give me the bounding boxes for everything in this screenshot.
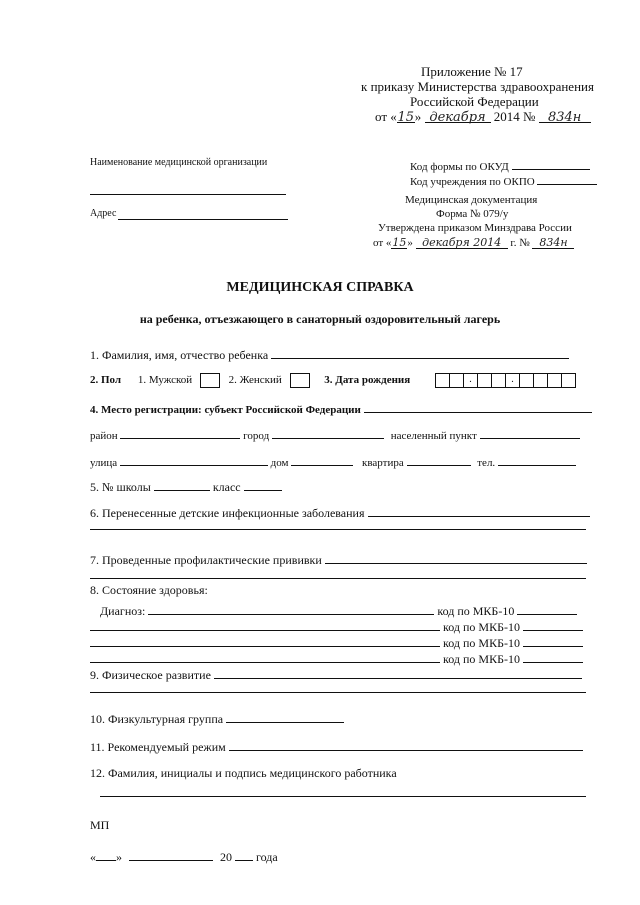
address-row-2 bbox=[90, 453, 576, 469]
address-label: Адрес bbox=[90, 208, 117, 219]
order-ministry-line: к приказу Министерства здравоохранения bbox=[361, 79, 594, 94]
footer-year-prefix: 20 bbox=[220, 850, 232, 864]
diagnosis-field-1[interactable] bbox=[148, 602, 434, 615]
approved-prefix: от « bbox=[373, 237, 392, 249]
diagnosis-field-4[interactable] bbox=[90, 650, 440, 663]
gender-label: 2. Пол bbox=[90, 374, 122, 387]
physical-dev-line-2[interactable] bbox=[90, 691, 586, 693]
diagnosis-row-3 bbox=[90, 634, 583, 651]
vaccinations-label: 7. Проведенные профилактические прививки bbox=[90, 553, 322, 567]
settlement-field[interactable] bbox=[480, 426, 580, 439]
regime-label: 11. Рекомендуемый режим bbox=[90, 740, 226, 754]
approved-day: 15 bbox=[392, 236, 407, 249]
birthdate-boxes[interactable] bbox=[435, 373, 576, 388]
address-line[interactable] bbox=[118, 218, 288, 220]
field-6-row bbox=[90, 504, 590, 521]
pe-group-field[interactable] bbox=[226, 710, 344, 723]
diagnosis-label: Диагноз: bbox=[100, 604, 146, 618]
apartment-label: квартира bbox=[362, 457, 404, 469]
org-name-label: Наименование медицинской организации bbox=[90, 157, 268, 168]
school-label: 5. № школы bbox=[90, 480, 151, 494]
field-1-row bbox=[90, 346, 569, 363]
health-status-label: 8. Состояние здоровья: bbox=[90, 583, 208, 597]
document-subtitle: на ребенка, отъезжающего в санаторный оздоровительный лагерь bbox=[139, 312, 501, 326]
order-date-day: 15 bbox=[397, 110, 415, 125]
order-date-prefix: от « bbox=[375, 109, 397, 124]
field-12-label: 12. Фамилия, инициалы и подпись медицинского работника bbox=[90, 766, 397, 780]
icd-label-2: код по МКБ-10 bbox=[443, 620, 520, 634]
approved-mid: » bbox=[407, 237, 413, 249]
grade-field[interactable] bbox=[244, 478, 282, 491]
street-field[interactable] bbox=[120, 453, 268, 466]
city-label: город bbox=[243, 430, 270, 442]
city-field[interactable] bbox=[272, 426, 384, 439]
street-label: улица bbox=[90, 457, 118, 469]
signature-line[interactable] bbox=[100, 795, 586, 797]
infections-line-2[interactable] bbox=[90, 528, 586, 530]
vaccinations-field[interactable] bbox=[325, 551, 587, 564]
infections-label: 6. Перенесенные детские инфекционные заболевания bbox=[90, 506, 365, 520]
diagnosis-row-1 bbox=[100, 602, 577, 619]
footer-date-row bbox=[90, 848, 278, 865]
document-title: МЕДИЦИНСКАЯ СПРАВКА bbox=[226, 280, 414, 295]
physical-dev-field[interactable] bbox=[214, 666, 582, 679]
apartment-field[interactable] bbox=[407, 453, 471, 466]
icd-field-2[interactable] bbox=[523, 618, 583, 631]
grade-label: класс bbox=[212, 480, 241, 494]
address-row-1 bbox=[90, 426, 580, 442]
birthdate-cell[interactable] bbox=[520, 374, 534, 387]
approved-month: декабря 2014 bbox=[416, 236, 508, 249]
icd-label-3: код по МКБ-10 bbox=[443, 636, 520, 650]
okpo-label-text: Код учреждения по ОКПО bbox=[410, 176, 535, 188]
vaccinations-line-2[interactable] bbox=[90, 577, 586, 579]
birthdate-cell[interactable] bbox=[436, 374, 450, 387]
region-field[interactable] bbox=[364, 400, 592, 413]
order-date-line bbox=[375, 109, 591, 125]
infections-field[interactable] bbox=[368, 504, 590, 517]
order-number: 834н bbox=[539, 110, 591, 123]
order-date-year: 2014 № bbox=[493, 109, 536, 124]
date-quote-close: » bbox=[116, 850, 122, 864]
footer-month-field[interactable] bbox=[129, 848, 213, 861]
pe-group-label: 10. Физкультурная группа bbox=[90, 712, 224, 726]
footer-year-field[interactable] bbox=[235, 848, 253, 861]
approved-number: 834н bbox=[532, 236, 574, 249]
icd-field-4[interactable] bbox=[523, 650, 583, 663]
phone-field[interactable] bbox=[498, 453, 576, 466]
diagnosis-row-2 bbox=[90, 618, 583, 635]
field-10-row bbox=[90, 710, 344, 727]
birthdate-separator: . bbox=[464, 374, 478, 387]
footer-day-field[interactable] bbox=[96, 848, 116, 861]
field-4-row bbox=[90, 400, 592, 416]
house-field[interactable] bbox=[291, 453, 353, 466]
birthdate-cell[interactable] bbox=[548, 374, 562, 387]
approved-g: г. № bbox=[510, 237, 530, 249]
okpo-field[interactable] bbox=[537, 172, 597, 185]
footer-year-suffix: года bbox=[256, 850, 278, 864]
okpo-label bbox=[410, 172, 597, 188]
gender-male-label: 1. Мужской bbox=[137, 374, 193, 387]
gender-female-checkbox[interactable] bbox=[290, 373, 310, 388]
icd-label-1: код по МКБ-10 bbox=[437, 604, 515, 618]
regime-field[interactable] bbox=[229, 738, 583, 751]
district-label: район bbox=[90, 430, 118, 442]
icd-field-1[interactable] bbox=[517, 602, 577, 615]
birthdate-cell[interactable] bbox=[562, 374, 575, 387]
field-7-row bbox=[90, 551, 587, 568]
appendix-number: Приложение № 17 bbox=[421, 64, 523, 79]
icd-label-4: код по МКБ-10 bbox=[443, 652, 520, 666]
registration-label: 4. Место регистрации: субъект Российской Федерации bbox=[90, 404, 361, 416]
physical-dev-label: 9. Физическое развитие bbox=[90, 668, 211, 682]
date-quote-open: « bbox=[90, 850, 96, 864]
field-2-row bbox=[90, 373, 576, 388]
med-documentation: Медицинская документация bbox=[405, 194, 538, 206]
settlement-label: населенный пункт bbox=[390, 430, 477, 442]
birthdate-separator: . bbox=[506, 374, 520, 387]
order-date-month: декабря bbox=[425, 110, 491, 123]
stamp-place: МП bbox=[90, 818, 110, 832]
birthdate-cell[interactable] bbox=[478, 374, 492, 387]
field-5-row bbox=[90, 478, 282, 495]
house-label: дом bbox=[270, 457, 289, 469]
form-number: Форма № 079/у bbox=[436, 208, 509, 220]
approved-line: Утверждена приказом Минздрава России bbox=[378, 222, 572, 234]
okud-field[interactable] bbox=[512, 157, 590, 170]
okud-label bbox=[410, 157, 590, 173]
order-date-mid: » bbox=[414, 109, 422, 124]
diagnosis-field-3[interactable] bbox=[90, 634, 440, 647]
school-field[interactable] bbox=[154, 478, 210, 491]
russian-federation-line: Российской Федерации bbox=[410, 94, 539, 109]
okud-label-text: Код формы по ОКУД bbox=[410, 161, 509, 173]
birthdate-cell[interactable] bbox=[534, 374, 548, 387]
diagnosis-row-4 bbox=[90, 650, 583, 667]
field-1-label: 1. Фамилия, имя, отчество ребенка bbox=[90, 348, 269, 362]
birthdate-label: 3. Дата рождения bbox=[324, 374, 411, 387]
district-field[interactable] bbox=[120, 426, 240, 439]
gender-female-label: 2. Женский bbox=[228, 374, 282, 387]
diagnosis-field-2[interactable] bbox=[90, 618, 440, 631]
phone-label: тел. bbox=[477, 457, 496, 469]
birthdate-cell[interactable] bbox=[450, 374, 464, 387]
field-9-row bbox=[90, 666, 582, 683]
child-name-field[interactable] bbox=[271, 346, 569, 359]
birthdate-cell[interactable] bbox=[492, 374, 506, 387]
gender-male-checkbox[interactable] bbox=[200, 373, 220, 388]
field-11-row bbox=[90, 738, 583, 755]
org-name-line[interactable] bbox=[90, 193, 286, 195]
approved-date-line bbox=[373, 236, 574, 249]
icd-field-3[interactable] bbox=[523, 634, 583, 647]
